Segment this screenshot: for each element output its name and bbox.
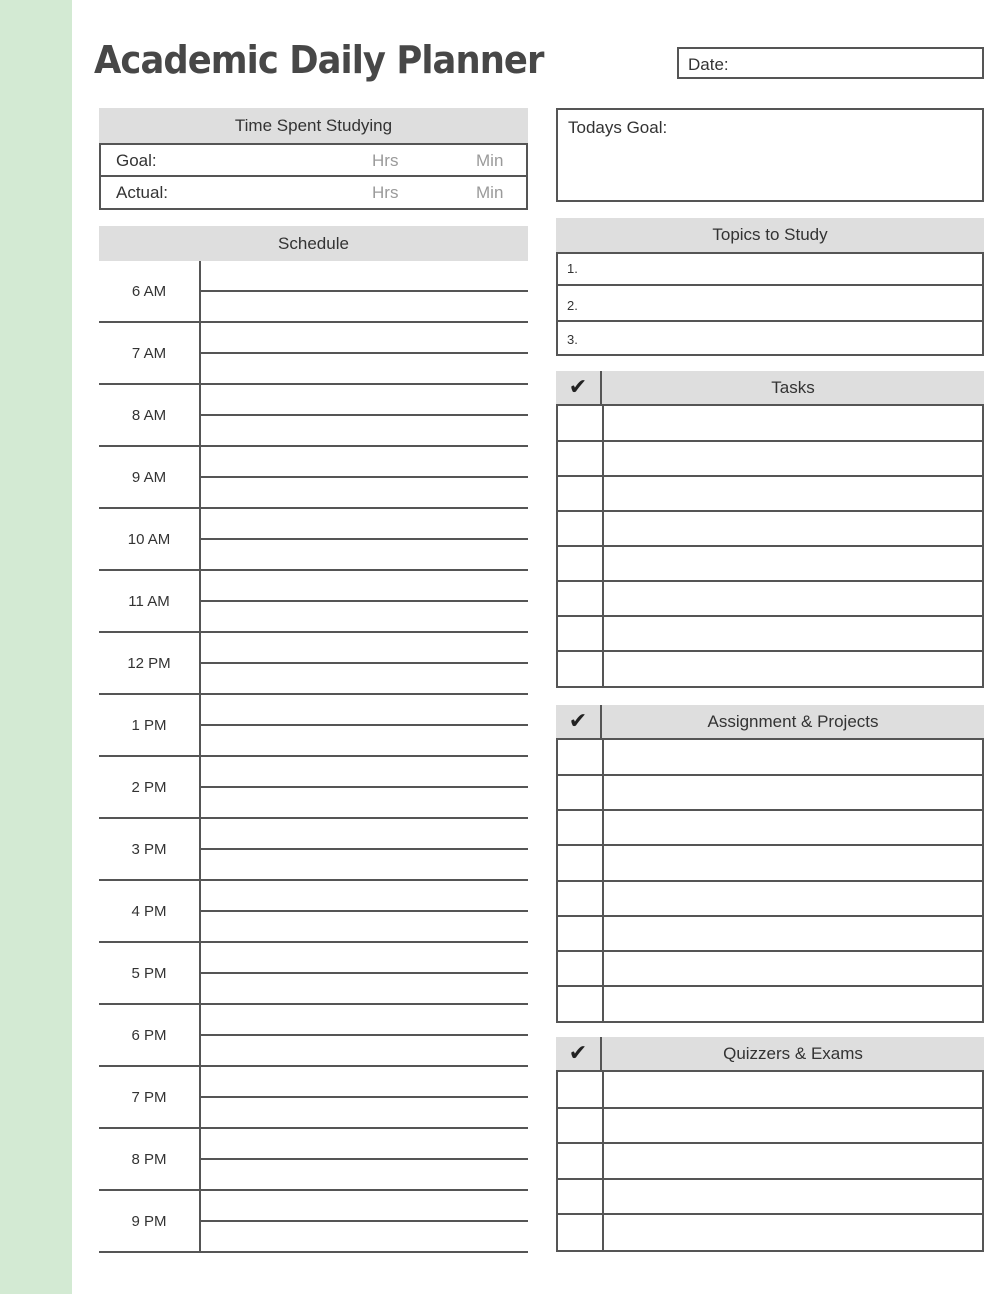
goal-min-label: Min <box>476 151 504 170</box>
goal-label: Goal: <box>116 151 157 170</box>
schedule-time-label: 12 PM <box>127 655 171 672</box>
schedule-time-label: 1 PM <box>131 717 167 734</box>
schedule-row[interactable] <box>99 571 528 633</box>
quizzes-title: Quizzers & Exams <box>723 1044 863 1063</box>
quizzes-header <box>556 1037 984 1070</box>
assignments-table <box>556 738 984 1023</box>
schedule-time-label: 6 PM <box>131 1027 167 1044</box>
half-hour-line <box>200 1096 528 1098</box>
half-hour-line <box>200 290 528 292</box>
topics-header: Topics to Study <box>556 218 984 252</box>
schedule-time-label: 9 AM <box>131 469 167 486</box>
goal-row[interactable] <box>101 145 526 177</box>
schedule-time-label: 3 PM <box>131 841 167 858</box>
actual-label: Actual: <box>116 183 168 202</box>
schedule-time-label: 6 AM <box>131 283 167 300</box>
topic-number: 2. <box>567 298 578 313</box>
schedule-time-label: 11 AM <box>128 593 170 610</box>
assignments-header <box>556 705 984 738</box>
schedule-time-label: 7 PM <box>131 1089 167 1106</box>
checkmark-icon: ✔ <box>556 371 602 404</box>
assignments-row-line <box>558 809 982 811</box>
schedule-time-label: 2 PM <box>131 779 167 796</box>
half-hour-line <box>200 1220 528 1222</box>
half-hour-line <box>200 538 528 540</box>
schedule-time-label: 7 AM <box>131 345 167 362</box>
green-side-strip <box>0 0 72 1294</box>
todays-goal-box[interactable] <box>556 108 984 202</box>
page-title: Academic Daily Planner <box>94 38 544 82</box>
date-field[interactable] <box>677 47 984 79</box>
topic-row-1[interactable] <box>558 254 982 286</box>
assignments-row-line <box>558 950 982 952</box>
schedule-row[interactable] <box>99 385 528 447</box>
topic-row-3[interactable] <box>558 322 982 354</box>
schedule-row[interactable] <box>99 695 528 757</box>
half-hour-line <box>200 476 528 478</box>
half-hour-line <box>200 600 528 602</box>
topic-number: 1. <box>567 261 578 276</box>
tasks-title: Tasks <box>771 378 815 397</box>
schedule-time-label: 9 PM <box>131 1213 167 1230</box>
schedule-row[interactable] <box>99 633 528 695</box>
schedule-row[interactable] <box>99 261 528 323</box>
schedule-header: Schedule <box>99 226 528 261</box>
assignments-row-line <box>558 880 982 882</box>
checkmark-icon: ✔ <box>556 1037 602 1070</box>
schedule-row[interactable] <box>99 881 528 943</box>
actual-min-label: Min <box>476 183 504 202</box>
schedule-row[interactable] <box>99 1005 528 1067</box>
tasks-table <box>556 404 984 688</box>
tasks-row-line <box>558 545 982 547</box>
schedule-row[interactable] <box>99 757 528 819</box>
tasks-row-line <box>558 615 982 617</box>
date-label: Date: <box>688 55 729 74</box>
schedule-row[interactable] <box>99 1129 528 1191</box>
assignments-row-line <box>558 915 982 917</box>
schedule-time-label: 10 AM <box>127 531 171 548</box>
half-hour-line <box>200 972 528 974</box>
schedule-divider <box>199 261 201 1253</box>
actual-hrs-label: Hrs <box>372 183 399 202</box>
schedule-row[interactable] <box>99 509 528 571</box>
assignments-row-line <box>558 985 982 987</box>
assignments-row-line <box>558 844 982 846</box>
schedule-row[interactable] <box>99 943 528 1005</box>
check-column-divider <box>602 1072 604 1250</box>
half-hour-line <box>200 786 528 788</box>
time-spent-header: Time Spent Studying <box>99 108 528 143</box>
assignments-title: Assignment & Projects <box>707 712 879 731</box>
tasks-row-line <box>558 475 982 477</box>
actual-row[interactable] <box>101 177 526 209</box>
schedule-time-label: 4 PM <box>131 903 167 920</box>
schedule-time-label: 8 AM <box>131 407 167 424</box>
schedule-time-label: 5 PM <box>131 965 167 982</box>
quizzes-row-line <box>558 1178 982 1180</box>
goal-hrs-label: Hrs <box>372 151 399 170</box>
quizzes-row-line <box>558 1107 982 1109</box>
topic-row-2[interactable] <box>558 286 982 322</box>
quizzes-row-line <box>558 1142 982 1144</box>
schedule-row[interactable] <box>99 447 528 509</box>
half-hour-line <box>200 662 528 664</box>
schedule-row[interactable] <box>99 1191 528 1253</box>
half-hour-line <box>200 352 528 354</box>
topic-number: 3. <box>567 332 578 347</box>
quizzes-row-line <box>558 1213 982 1215</box>
half-hour-line <box>200 1158 528 1160</box>
tasks-row-line <box>558 510 982 512</box>
half-hour-line <box>200 910 528 912</box>
half-hour-line <box>200 1034 528 1036</box>
todays-goal-label: Todays Goal: <box>568 118 668 137</box>
schedule-row[interactable] <box>99 1067 528 1129</box>
topics-table <box>556 252 984 356</box>
half-hour-line <box>200 848 528 850</box>
half-hour-line <box>200 414 528 416</box>
time-spent-table <box>99 143 528 210</box>
tasks-header <box>556 371 984 404</box>
schedule-time-label: 8 PM <box>131 1151 167 1168</box>
tasks-row-line <box>558 440 982 442</box>
assignments-row-line <box>558 774 982 776</box>
tasks-row-line <box>558 650 982 652</box>
half-hour-line <box>200 724 528 726</box>
schedule-row[interactable] <box>99 819 528 881</box>
tasks-row-line <box>558 580 982 582</box>
checkmark-icon: ✔ <box>556 705 602 738</box>
schedule-row[interactable] <box>99 323 528 385</box>
quizzes-table <box>556 1070 984 1252</box>
